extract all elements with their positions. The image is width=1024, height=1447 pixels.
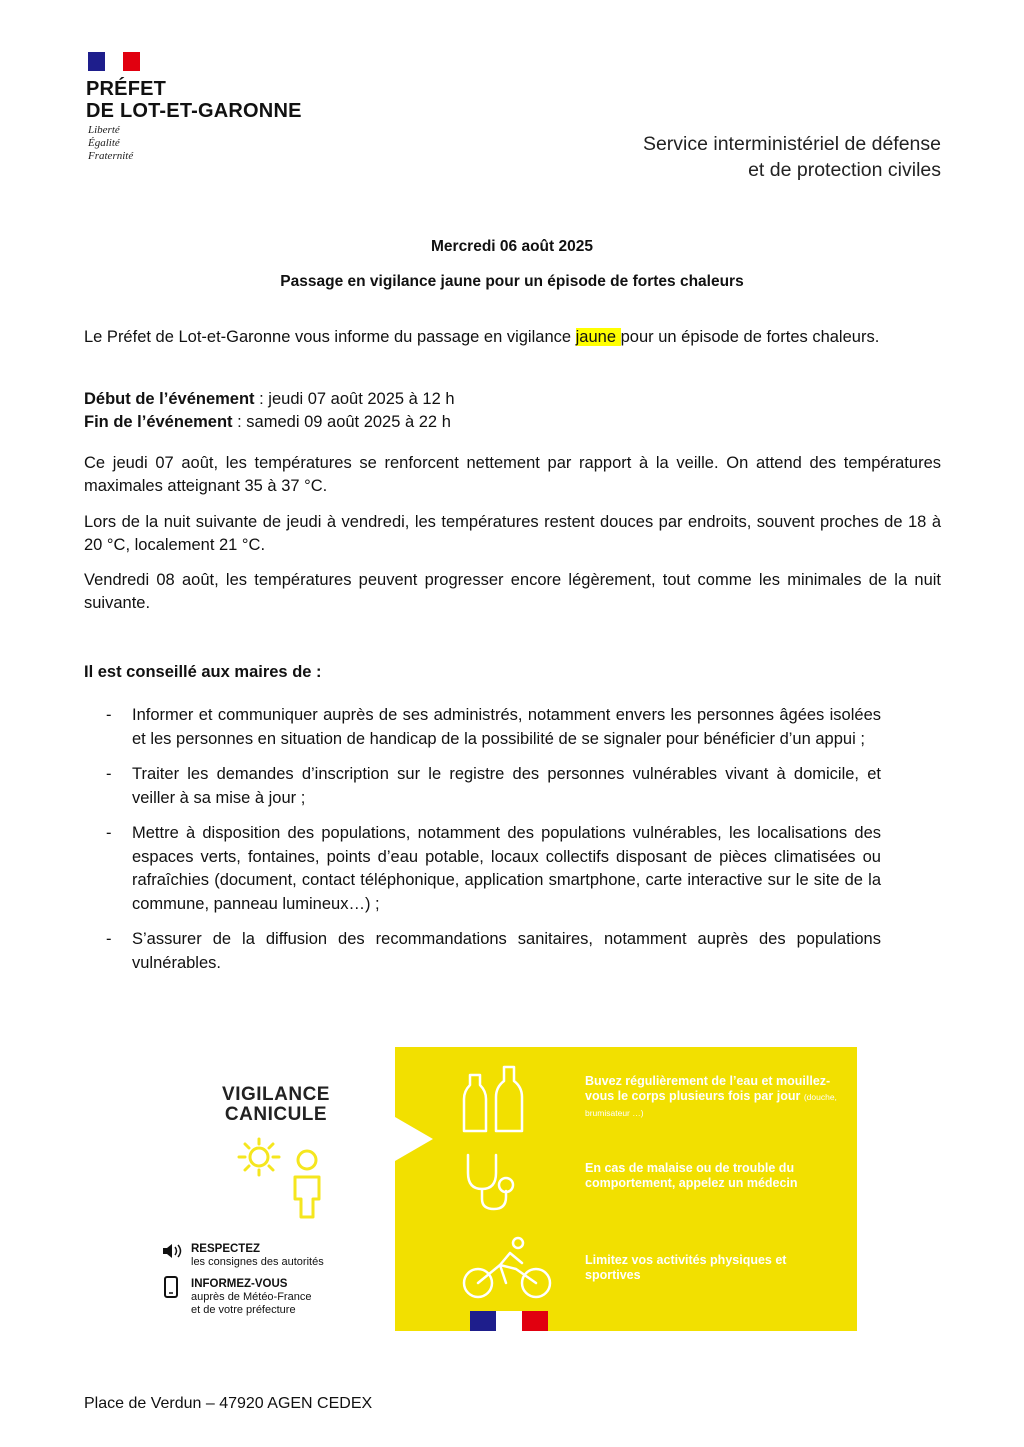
motto-fraternite: Fraternité [88, 150, 134, 162]
motto-liberte: Liberté [88, 124, 120, 136]
inform-line-1: auprès de Météo-France [191, 1291, 312, 1303]
footer-address: Place de Verdun – 47920 AGEN CEDEX [84, 1395, 373, 1412]
forecast-paragraph-1: Ce jeudi 07 août, les températures se renforcent nettement par rapport à la veille. On attend des températures maximales atteignant 35 à 37 °C. [84, 454, 941, 495]
cyclist-icon [460, 1235, 556, 1305]
poster-title [157, 1085, 395, 1125]
bottles-icon [460, 1065, 532, 1135]
list-bullet: - [106, 706, 112, 724]
poster-republique-logo [470, 1311, 548, 1331]
respect-label: RESPECTEZ [191, 1243, 261, 1255]
person-icon [287, 1147, 327, 1221]
list-item [84, 704, 881, 751]
list-item [84, 928, 881, 975]
list-item-text: S’assurer de la diffusion des recommandations sanitaires, notamment auprès des populations vulnérables. [132, 930, 881, 972]
list-item-text: Traiter les demandes d’inscription sur le registre des personnes vulnérables vivant à domicile, et veiller à sa mise à jour ; [132, 765, 881, 807]
list-item [84, 822, 881, 916]
sun-icon [229, 1135, 289, 1179]
tip-hydration-text: Buvez régulièrement de l’eau et mouillez-vous le corps plusieurs fois par jour [585, 1074, 831, 1103]
forecast-paragraph-2: Lors de la nuit suivante de jeudi à vendredi, les températures restent douces par endroits, souvent proches de 18 à 20 °C, localement 21 °C. [84, 513, 941, 554]
service-line-2: et de protection civiles [748, 159, 941, 181]
phone-icon [163, 1276, 179, 1298]
respect-instructions [191, 1243, 324, 1269]
list-item [84, 763, 881, 810]
forecast-paragraph-3: Vendredi 08 août, les températures peuvent progresser encore légèrement, tout comme les minimales de la nuit suivante. [84, 571, 941, 612]
service-name [643, 131, 941, 183]
poster-title-line-2: CANICULE [224, 1104, 328, 1125]
motto-egalite: Égalité [88, 137, 120, 149]
speaker-icon [161, 1243, 185, 1259]
tip-doctor: En cas de malaise ou de trouble du comportement, appelez un médecin [585, 1161, 798, 1190]
intro-text-after: pour un épisode de fortes chaleurs. [620, 328, 880, 346]
document-subject: Passage en vigilance jaune pour un épisode de fortes chaleurs [280, 273, 744, 290]
inform-line-2: et de votre préfecture [191, 1304, 296, 1316]
event-start-label: Début de l’événement [84, 390, 255, 408]
list-bullet: - [106, 930, 112, 948]
poster-arrow-notch [395, 1117, 433, 1161]
list-item-text: Mettre à disposition des populations, notamment des populations vulnérables, les localisations des espaces verts, fontaines, points d’eau potable, locaux collectifs disposant de pièces climatisées ou rafraîchies (document, contact téléphonique, application smartphone, carte interactive sur le site de la commune, panneau lumineux…) ; [132, 824, 881, 913]
advice-heading: Il est conseillé aux maires de : [84, 663, 322, 681]
event-start [84, 388, 941, 411]
event-end [84, 411, 941, 434]
list-bullet: - [106, 765, 112, 783]
intro-text-before: Le Préfet de Lot-et-Garonne vous informe du passage en vigilance [84, 328, 576, 346]
advice-list [84, 704, 881, 987]
inform-instructions [191, 1278, 311, 1317]
event-dates [84, 388, 941, 434]
inform-label: INFORMEZ-VOUS [191, 1278, 288, 1290]
prefecture-name [86, 78, 302, 122]
event-start-value: : jeudi 07 août 2025 à 12 h [254, 390, 455, 408]
service-line-1: Service interministériel de défense [642, 133, 941, 155]
document-date: Mercredi 06 août 2025 [431, 238, 593, 255]
prefet-line-1: PRÉFET [86, 78, 167, 100]
prefet-line-2: DE LOT-ET-GARONNE [86, 100, 302, 122]
respect-text: les consignes des autorités [191, 1256, 324, 1268]
tip-hydration [585, 1074, 845, 1121]
vigilance-level-highlight: jaune [575, 328, 621, 346]
vigilance-canicule-poster [157, 1047, 857, 1331]
list-bullet: - [106, 824, 112, 842]
tip-hydration-note: (douche, brumisateur …) [585, 1092, 837, 1118]
event-end-label: Fin de l’événement [84, 413, 233, 431]
poster-title-line-1: VIGILANCE [222, 1084, 330, 1105]
stethoscope-icon [460, 1151, 532, 1215]
event-end-value: : samedi 09 août 2025 à 22 h [232, 413, 451, 431]
list-item-text: Informer et communiquer auprès de ses administrés, notamment envers les personnes âgées isolées et les personnes en situation de handicap de la possibilité de se signaler pour bénéficier d’un appui ; [132, 706, 881, 748]
republic-motto [88, 124, 133, 163]
poster-left-panel [157, 1047, 395, 1331]
intro-paragraph [84, 326, 941, 349]
tip-activity: Limitez vos activités physiques et sportives [585, 1253, 787, 1282]
republique-flag-logo [88, 52, 140, 71]
